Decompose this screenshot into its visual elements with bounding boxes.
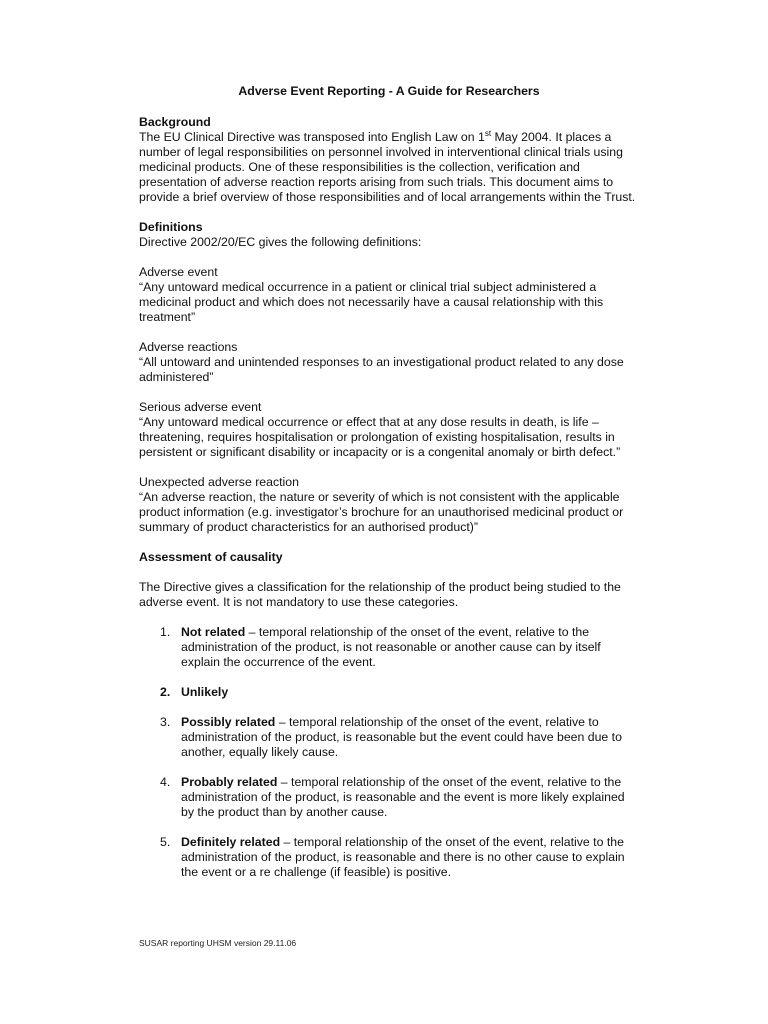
causality-item bbox=[139, 625, 639, 670]
document-title: Adverse Event Reporting - A Guide for Researchers bbox=[238, 84, 540, 98]
causality-item bbox=[139, 715, 639, 760]
causality-text: – temporal relationship of the onset of the event, relative to the administration of the product, is not reasonable or another cause can by itself explain the occurrence of the event. bbox=[181, 625, 601, 669]
definitions-intro: Directive 2002/20/EC gives the following definitions: bbox=[139, 235, 422, 249]
causality-heading: Assessment of causality bbox=[139, 550, 283, 564]
causality-item bbox=[139, 835, 639, 880]
document-page bbox=[139, 84, 639, 895]
definition-text: “Any untoward medical occurrence or effect that at any dose results in death, is life – threatening, requires hospitalisation or prolongation of existing hospitalisation, results in persistent or significant disability or incapacity or is a congenital anomaly or birth defect.” bbox=[139, 415, 621, 459]
list-number: 5. bbox=[160, 835, 171, 849]
definition-text: “All untoward and unintended responses to an investigational product related to any dose administered” bbox=[139, 355, 624, 384]
definition-term: Adverse reactions bbox=[139, 340, 238, 354]
definition-text: “Any untoward medical occurrence in a patient or clinical trial subject administered a medicinal product and which does not necessarily have a causal relationship with this treatment” bbox=[139, 280, 604, 324]
definition-term: Unexpected adverse reaction bbox=[139, 475, 299, 489]
background-superscript: st bbox=[484, 128, 492, 138]
list-number: 4. bbox=[160, 775, 171, 789]
causality-list bbox=[139, 625, 639, 880]
definition-item bbox=[139, 400, 639, 460]
background-text-start: The EU Clinical Directive was transposed into English Law on 1 bbox=[139, 130, 485, 144]
definition-term: Serious adverse event bbox=[139, 400, 262, 414]
background-heading: Background bbox=[139, 115, 211, 129]
definition-term: Adverse event bbox=[139, 265, 218, 279]
definition-item bbox=[139, 265, 639, 325]
definition-item bbox=[139, 475, 639, 535]
list-number: 3. bbox=[160, 715, 171, 729]
causality-text: – temporal relationship of the onset of the event, relative to the administration of the product, is reasonable and the event is more likely explained by the product than by another cause. bbox=[181, 775, 625, 819]
background-text-end: May 2004. It places a number of legal responsibilities on personnel involved in interventional clinical trials using medicinal products. One of these responsibilities is the collection, verification and presentation of adverse reaction reports arising from such trials. This document aims to provide a brief overview of those responsibilities and of local arrangements within the Trust. bbox=[139, 130, 636, 204]
causality-term: Possibly related bbox=[181, 715, 276, 729]
definitions-heading: Definitions bbox=[139, 220, 203, 234]
causality-intro: The Directive gives a classification for the relationship of the product being studied to the adverse event. It is not mandatory to use these categories. bbox=[139, 580, 621, 609]
causality-item bbox=[139, 775, 639, 820]
causality-text: – temporal relationship of the onset of the event, relative to the administration of the product, is reasonable and there is no other cause to explain the event or a re challenge (if feasible) is positive. bbox=[181, 835, 625, 879]
list-number: 2. bbox=[160, 685, 171, 699]
causality-term: Definitely related bbox=[181, 835, 281, 849]
background-paragraph bbox=[139, 130, 639, 205]
causality-term: Not related bbox=[181, 625, 246, 639]
causality-term: Unlikely bbox=[181, 685, 229, 699]
definition-text: “An adverse reaction, the nature or severity of which is not consistent with the applicable product information (e.g. investigator’s brochure for an unauthorised medicinal product or summary of product characteristics for an authorised product)” bbox=[139, 490, 624, 534]
definition-item bbox=[139, 340, 639, 385]
page-footer: SUSAR reporting UHSM version 29.11.06 bbox=[139, 938, 297, 948]
list-number: 1. bbox=[160, 625, 171, 639]
causality-item bbox=[139, 685, 639, 700]
causality-text: – temporal relationship of the onset of the event, relative to administration of the product, is reasonable but the event could have been due to another, equally likely cause. bbox=[181, 715, 622, 759]
causality-term: Probably related bbox=[181, 775, 278, 789]
